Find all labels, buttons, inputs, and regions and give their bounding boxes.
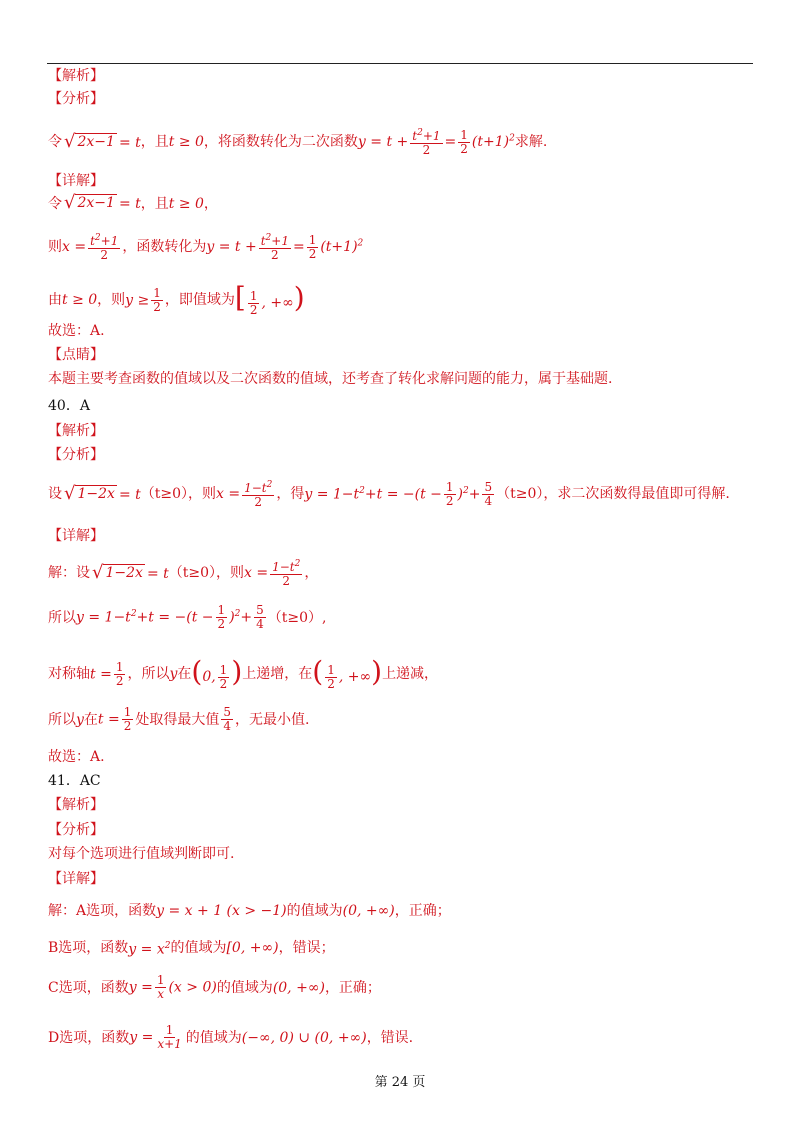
answer-39: 故选：A. (48, 323, 105, 339)
comment-39: 本题主要考查函数的值域以及二次函数的值域，还考查了转化求解问题的能力，属于基础题. (48, 371, 613, 387)
question-40-answer: 40．A (48, 398, 90, 414)
analysis-41: 对每个选项进行值域判断即可. (48, 846, 235, 862)
section-jiexi: 【解析】 (48, 68, 104, 84)
detail-39-step3: 由 t ≥ 0 ，则 y ≥ $\frac{1}{2}$ ，即值域为 [ $\frac{1}{2}$ , +∞) (48, 281, 305, 317)
detail-40-step4: 所以 y 在 t = $\frac{1}{2}$ 处取得最大值 $\frac{5}{4}$ ，无最小值. (48, 705, 310, 733)
section-fenxi: 【分析】 (48, 822, 104, 838)
detail-40-step1: 解：设 √ 1−2x = t （t≥0），则 x = $\frac{1-t^2}{2}$ ， (48, 559, 319, 588)
option-b: B选项，函数 $y = x^2$ 的值域为 [0, +∞) ，错误； (48, 939, 335, 958)
option-a: 解：A选项，函数 y = x + 1 (x > −1) 的值域为 (0, +∞) ，正确； (48, 903, 451, 919)
analysis-40: 设 √ 1−2x = t （t≥0），则 x = $\frac{1-t^2}{2}$ ，得 $y = 1-t^2+t = -(t$ − $\frac{1}{2}$ )$^2$+ $\frac{5}{4}$ （t≥0），求二次函数得最值即可得解. (48, 479, 730, 509)
option-c: C选项，函数 y = $\frac{1}{x}$ (x > 0) 的值域为 (0, +∞) ，正确； (48, 973, 381, 1001)
section-xiangjie: 【详解】 (48, 871, 104, 887)
page-number: 第 24 页 (374, 1075, 426, 1090)
header-rule (47, 63, 753, 64)
section-fenxi: 【分析】 (48, 447, 104, 463)
detail-39-step2: 则 x = $\frac{t^2+1}{2}$ ，函数转化为 y = t + $\frac{t^2+1}{2}$ = $\frac{1}{2}$ $(t+1)^2$ (48, 232, 364, 262)
detail-39-step1: 令 √ 2x−1 = t ，且 t ≥ 0 ， (48, 192, 218, 213)
section-xiangjie: 【详解】 (48, 173, 104, 189)
section-dianjing: 【点睛】 (48, 347, 104, 363)
section-fenxi: 【分析】 (48, 91, 104, 107)
answer-40: 故选：A. (48, 749, 105, 765)
section-jiexi: 【解析】 (48, 423, 104, 439)
detail-40-step2: 所以 $y = 1-t^2+t = -(t$ − $\frac{1}{2}$ )$^2$+ $\frac{5}{4}$ （t≥0）, (48, 603, 327, 631)
section-xiangjie: 【详解】 (48, 528, 104, 544)
question-41-answer: 41．AC (48, 773, 101, 789)
detail-40-step3: 对称轴 t = $\frac{1}{2}$ ，所以 y 在 (0, $\frac{1}{2}$ ) 上递增，在 ( $\frac{1}{2}$ , +∞) 上递减， (48, 655, 439, 691)
analysis-39: 令 √ 2x−1 = t ，且 t ≥ 0 ，将函数转化为二次函数 y = t + $\frac{t^2+1}{2}$ = $\frac{1}{2}$ $(t+1)^2$ 求解. (48, 127, 548, 157)
section-jiexi: 【解析】 (48, 797, 104, 813)
option-d: D选项，函数 y = $\frac{1}{x+1}$ 的值域为 (−∞, 0) ∪ (0, +∞) ，错误. (48, 1023, 414, 1051)
